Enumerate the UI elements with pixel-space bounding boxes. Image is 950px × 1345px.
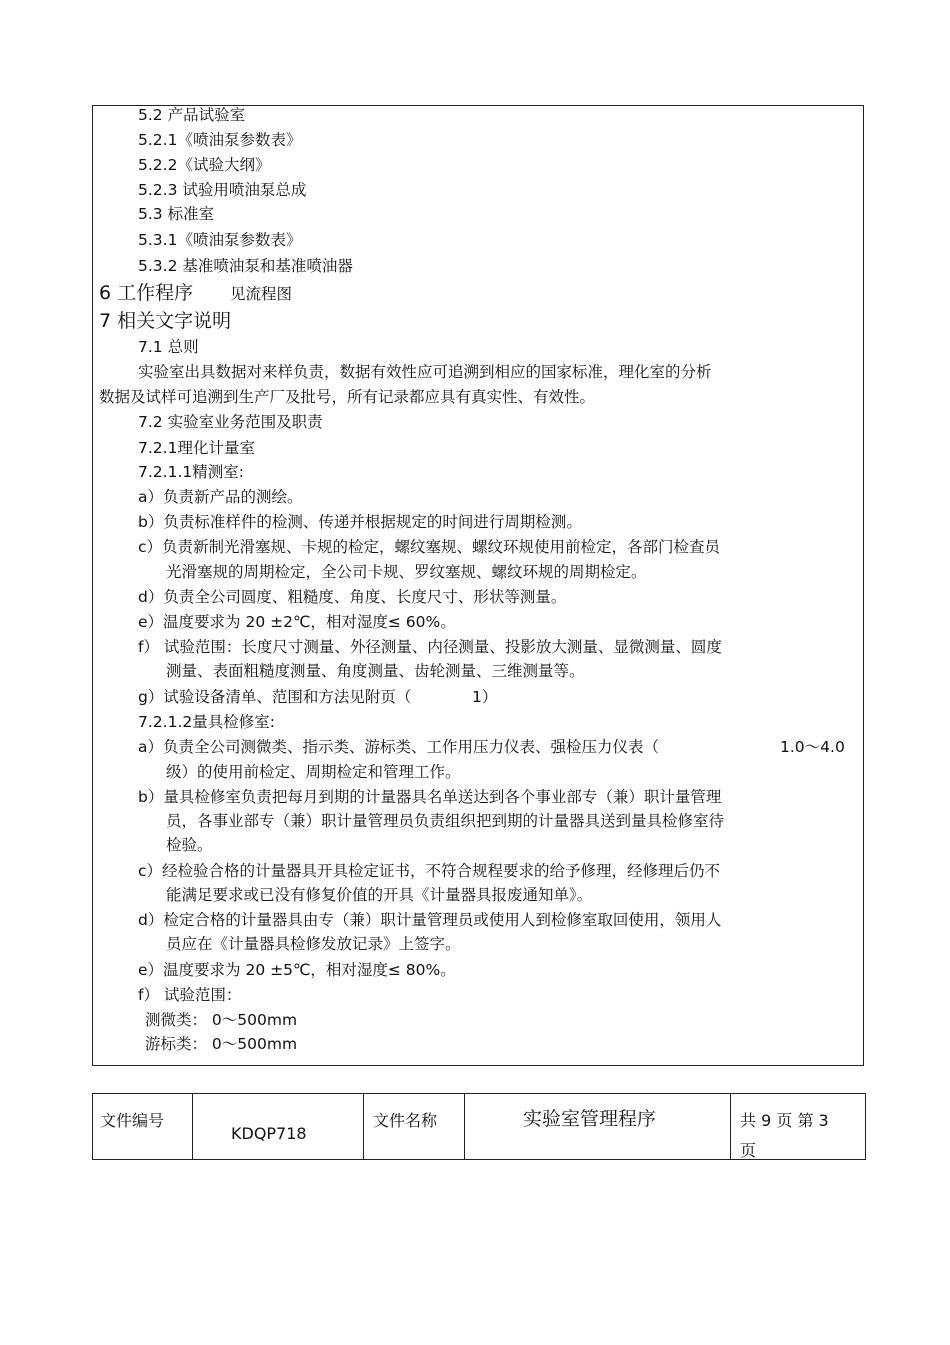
doc-name-value: 实验室管理程序 bbox=[523, 1108, 657, 1130]
doc-name-label-cell bbox=[364, 1094, 465, 1160]
doc-no-label-cell bbox=[93, 1094, 193, 1160]
text-line: 5.2.1《喷油泵参数表》 bbox=[138, 131, 302, 149]
text-line: 能满足要求或已没有修复价值的开具《计量器具报废通知单》。 bbox=[166, 886, 593, 904]
list-item: b）负责标准样件的检测、传递并根据规定的时间进行周期检测。 bbox=[138, 513, 582, 531]
page-info-line1: 共 9 页 第 3 bbox=[740, 1111, 829, 1130]
text-line: 5.3.2 基准喷油泵和基准喷油器 bbox=[138, 257, 353, 275]
text-line: 游标类： 0～500mm bbox=[145, 1035, 298, 1053]
list-item: c）负责新制光滑塞规、卡规的检定，螺纹塞规、螺纹环规使用前检定，各部门检查员 bbox=[138, 538, 721, 556]
text-line: 检验。 bbox=[166, 836, 213, 854]
text-line: 员应在《计量器具检修发放记录》上签字。 bbox=[166, 935, 461, 953]
section-heading: 7 相关文字说明 bbox=[99, 310, 232, 332]
doc-name-label: 文件名称 bbox=[373, 1111, 438, 1130]
text-line: 7.2.1理化计量室 bbox=[138, 439, 255, 457]
text-line: 1） bbox=[472, 688, 498, 706]
text-line: 级）的使用前检定、周期检定和管理工作。 bbox=[166, 763, 461, 781]
doc-no-value-cell bbox=[193, 1094, 364, 1160]
text-line: 5.2.3 试验用喷油泵总成 bbox=[138, 181, 307, 199]
text-line: 7.1 总则 bbox=[138, 338, 199, 356]
list-item: d）检定合格的计量器具由专（兼）职计量管理员或使用人到检修室取回使用，领用人 bbox=[138, 911, 722, 929]
doc-no-label: 文件编号 bbox=[100, 1111, 165, 1130]
text-line: 5.3 标准室 bbox=[138, 205, 215, 223]
text-line: 5.3.1《喷油泵参数表》 bbox=[138, 231, 302, 249]
text-line: 测微类： 0～500mm bbox=[145, 1011, 298, 1029]
list-item: f） 试验范围：长度尺寸测量、外径测量、内径测量、投影放大测量、显微测量、圆度 bbox=[138, 638, 722, 656]
list-item: f） 试验范围： bbox=[138, 986, 242, 1004]
text-line: 光滑塞规的周期检定，全公司卡规、罗纹塞规、螺纹环规的周期检定。 bbox=[166, 563, 647, 581]
list-item: b）量具检修室负责把每月到期的计量器具名单送达到各个事业部专（兼）职计量管理 bbox=[138, 788, 722, 806]
list-item: a）负责全公司测微类、指示类、游标类、工作用压力仪表、强检压力仪表（ bbox=[138, 738, 660, 756]
text-line: 5.2.2《试验大纲》 bbox=[138, 156, 271, 174]
list-item: e）温度要求为 20 ±5℃，相对湿度≤ 80%。 bbox=[138, 961, 456, 979]
list-item: e）温度要求为 20 ±2℃，相对湿度≤ 60%。 bbox=[138, 613, 456, 631]
text-line: 见流程图 bbox=[230, 285, 293, 303]
text-line: 测量、表面粗糙度测量、角度测量、齿轮测量、三维测量等。 bbox=[166, 662, 585, 680]
text-line: 7.2.1.2量具检修室: bbox=[138, 713, 275, 731]
text-line: 实验室出具数据对来样负责，数据有效性应可追溯到相应的国家标准，理化室的分析 bbox=[138, 363, 712, 381]
text-line: 数据及试样可追溯到生产厂及批号，所有记录都应具有真实性、有效性。 bbox=[99, 388, 596, 406]
section-heading: 6 工作程序 bbox=[99, 282, 194, 304]
text-line: 7.2.1.1精测室: bbox=[138, 463, 244, 481]
list-item: c）经检验合格的计量器具开具检定证书，不符合规程要求的给予修理，经修理后仍不 bbox=[138, 862, 721, 880]
list-item: a）负责新产品的测绘。 bbox=[138, 488, 303, 506]
page-info-line2: 页 bbox=[740, 1141, 757, 1160]
text-line: 1.0～4.0 bbox=[780, 738, 845, 756]
list-item: g）试验设备清单、范围和方法见附页（ bbox=[138, 688, 412, 706]
text-line: 员，各事业部专（兼）职计量管理员负责组织把到期的计量器具送到量具检修室待 bbox=[166, 812, 725, 830]
page-info-cell bbox=[731, 1094, 866, 1160]
footer-table bbox=[92, 1093, 866, 1160]
doc-no-value: KDQP718 bbox=[231, 1124, 307, 1143]
text-line: 5.2 产品试验室 bbox=[138, 106, 246, 124]
doc-name-value-cell bbox=[465, 1094, 731, 1160]
text-line: 7.2 实验室业务范围及职责 bbox=[138, 413, 323, 431]
list-item: d）负责全公司圆度、粗糙度、角度、长度尺寸、形状等测量。 bbox=[138, 588, 567, 606]
